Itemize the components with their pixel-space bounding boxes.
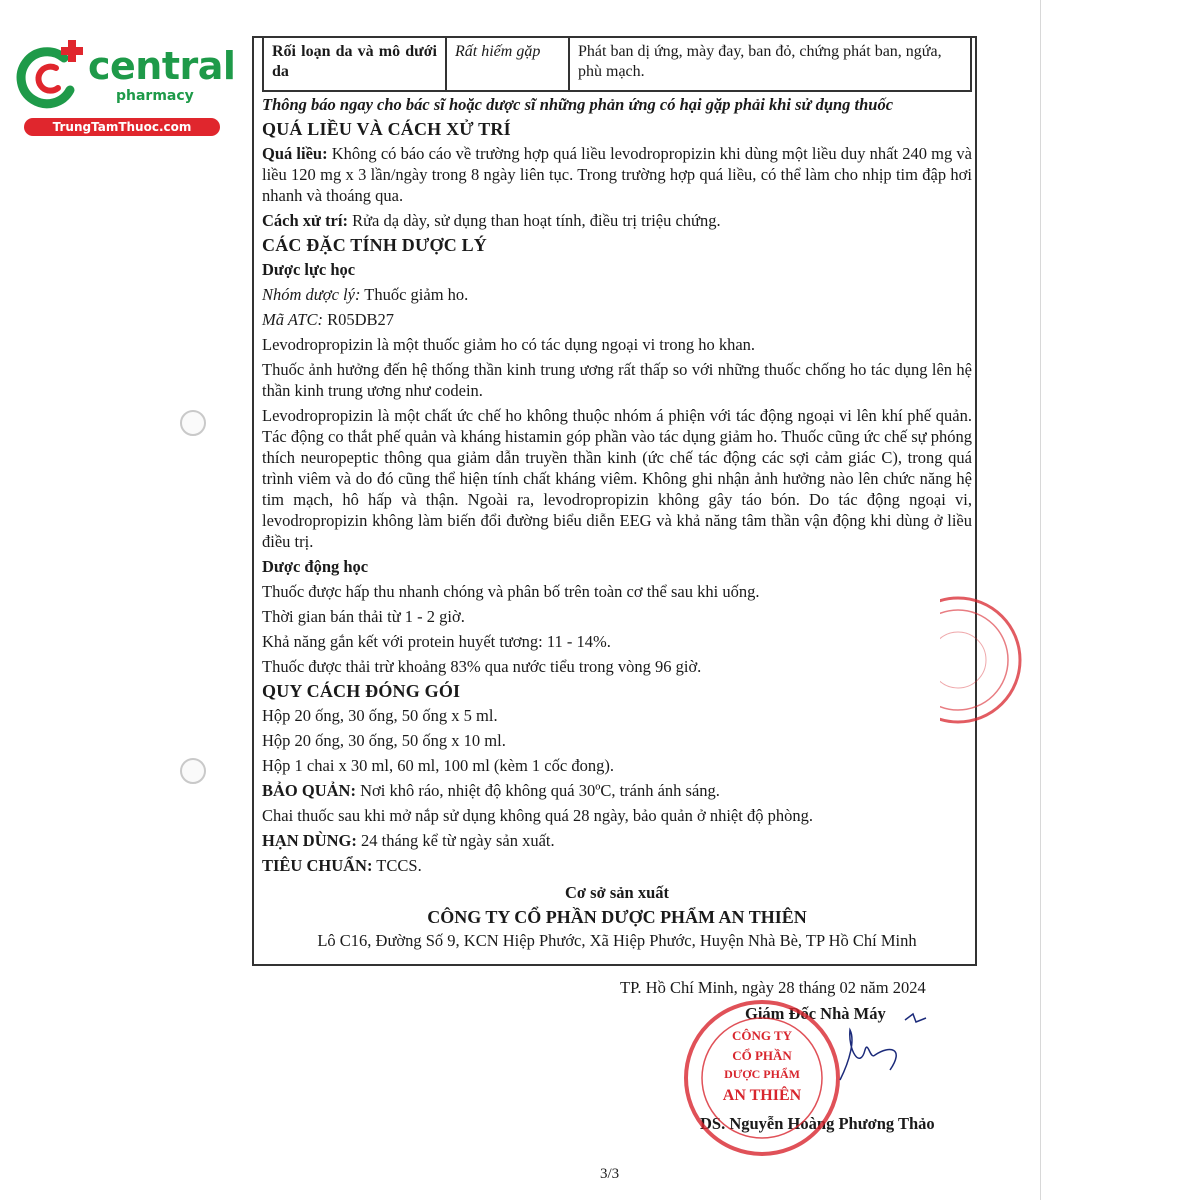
manufacturer-label: Cơ sở sản xuất bbox=[564, 883, 669, 902]
overdose-text: Không có báo cáo về trường hợp quá liều levodropropizin khi dùng một liều duy nhất 240 mg và liều 120 mg x 3 lần/ngày trong 8 ngày liên tục. Trong trường hợp quá liều, có thể làm cho nhịp tim đập hơi nhanh và thoáng qua. bbox=[262, 144, 972, 205]
logo-subtitle: pharmacy bbox=[116, 88, 194, 104]
group-value: Thuốc giảm ho. bbox=[364, 285, 469, 304]
atc-label: Mã ATC: bbox=[262, 310, 323, 329]
binder-hole bbox=[180, 410, 206, 436]
packaging-line-3: Hộp 1 chai x 30 ml, 60 ml, 100 ml (kèm 1 cốc đong). bbox=[262, 756, 614, 775]
manufacturer-address: Lô C16, Đường Số 9, KCN Hiệp Phước, Xã Hiệp Phước, Huyện Nhà Bè, TP Hồ Chí Minh bbox=[317, 931, 917, 950]
company-seal-icon bbox=[682, 998, 842, 1158]
handwritten-signature-icon bbox=[820, 1000, 940, 1100]
warning-note: Thông báo ngay cho bác sĩ hoặc dược sĩ những phản ứng có hại gặp phải khi sử dụng thuốc bbox=[262, 95, 894, 114]
central-pharmacy-logo[interactable] bbox=[12, 38, 236, 138]
expiry-text: 24 tháng kể từ ngày sản xuất. bbox=[361, 831, 555, 850]
pd-paragraph-3: Levodropropizin là một chất ức chế ho không thuộc nhóm á phiện với tác động ngoại vi lên khí phế quản. Tác động co thắt phế quản và kháng histamin góp phần vào tác dụng giảm ho. Thuốc cũng ức chế sự phóng thích neuropeptic thông qua giảm dẫn truyền thần kinh (ức chế tác động các sợi cảm giác C), trong quá trình viêm và do đó cũng thể hiện tính chất kháng viêm. Không ghi nhận ảnh hưởng nào lên chức năng hệ tim mạch, hô hấp và thận. Ngoài ra, levodropropizin không gây táo bón. Do tác động ngoại vi, levodropropizin không làm biến đổi đường biểu diễn EEG và khả năng tâm thần vận động khi dùng ở liều điều trị. bbox=[262, 406, 972, 551]
seal-line-1: CÔNG TY bbox=[731, 1028, 793, 1043]
overdose-heading: QUÁ LIỀU VÀ CÁCH XỬ TRÍ bbox=[262, 119, 511, 139]
table-cell-frequency: Rất hiếm gặp bbox=[446, 37, 569, 91]
seal-line-2: CỔ PHẦN bbox=[732, 1048, 792, 1063]
packaging-line-1: Hộp 20 ống, 30 ống, 50 ống x 5 ml. bbox=[262, 706, 498, 725]
binder-hole bbox=[180, 758, 206, 784]
pd-paragraph-1: Levodropropizin là một thuốc giảm ho có tác dụng ngoại vi trong ho khan. bbox=[262, 335, 756, 354]
packaging-line-2: Hộp 20 ống, 30 ống, 50 ống x 10 ml. bbox=[262, 731, 506, 750]
pk-line-4: Thuốc được thải trừ khoảng 83% qua nước tiểu trong vòng 96 giờ. bbox=[262, 657, 702, 676]
table-cell-effects: Phát ban dị ứng, mày đay, ban đỏ, chứng phát ban, ngứa, phù mạch. bbox=[569, 37, 971, 91]
standard-label: TIÊU CHUẨN: bbox=[262, 856, 373, 875]
seal-line-3: DƯỢC PHẨM bbox=[724, 1067, 800, 1081]
standard-paragraph bbox=[262, 855, 972, 876]
page-edge bbox=[1040, 0, 1041, 1200]
storage-after-open: Chai thuốc sau khi mở nắp sử dụng không quá 28 ngày, bảo quản ở nhiệt độ phòng. bbox=[262, 806, 813, 825]
pharmacodynamics-heading: Dược lực học bbox=[262, 260, 356, 279]
overdose-paragraph bbox=[262, 143, 972, 206]
seal-line-4: AN THIÊN bbox=[722, 1087, 802, 1104]
pd-paragraph-2: Thuốc ảnh hưởng đến hệ thống thần kinh trung ương rất thấp so với những thuốc chống ho tác dụng lên hệ thần kinh trung ương như codein. bbox=[262, 360, 972, 400]
treatment-text: Rửa dạ dày, sử dụng than hoạt tính, điều trị triệu chứng. bbox=[352, 211, 721, 230]
storage-text: Nơi khô ráo, nhiệt độ không quá 30ºC, tránh ánh sáng. bbox=[360, 781, 720, 800]
page-number: 3/3 bbox=[600, 1166, 620, 1182]
treatment-label: Cách xử trí: bbox=[262, 211, 348, 230]
table-row bbox=[263, 37, 971, 91]
pharmacology-heading: CÁC ĐẶC TÍNH DƯỢC LÝ bbox=[262, 235, 488, 255]
manufacturer-company: CÔNG TY CỔ PHẦN DƯỢC PHẨM AN THIÊN bbox=[427, 907, 807, 927]
pharmacy-cross-logo-icon bbox=[12, 38, 92, 118]
atc-value: R05DB27 bbox=[327, 310, 395, 329]
storage-paragraph bbox=[262, 780, 972, 801]
group-label: Nhóm dược lý: bbox=[262, 285, 361, 304]
pk-line-2: Thời gian bán thải từ 1 - 2 giờ. bbox=[262, 607, 465, 626]
logo-name: central bbox=[88, 44, 236, 88]
partial-stamp-icon bbox=[940, 585, 1030, 735]
signature-name: DS. Nguyễn Hoàng Phương Thảo bbox=[700, 1114, 935, 1133]
treatment-paragraph bbox=[262, 210, 972, 231]
signature-title: Giám Đốc Nhà Máy bbox=[745, 1004, 886, 1023]
packaging-heading: QUY CÁCH ĐÓNG GÓI bbox=[262, 681, 461, 701]
pharmacologic-group bbox=[262, 284, 972, 305]
storage-label: BẢO QUẢN: bbox=[262, 781, 356, 800]
pharmacokinetics-heading: Dược động học bbox=[262, 557, 369, 576]
pk-line-1: Thuốc được hấp thu nhanh chóng và phân bố trên toàn cơ thể sau khi uống. bbox=[262, 582, 760, 601]
overdose-label: Quá liều: bbox=[262, 144, 328, 163]
signature-date: TP. Hồ Chí Minh, ngày 28 tháng 02 năm 2024 bbox=[620, 978, 926, 997]
adverse-effects-table bbox=[262, 36, 972, 92]
table-cell-category: Rối loạn da và mô dưới da bbox=[263, 37, 446, 91]
atc-code bbox=[262, 309, 972, 330]
standard-text: TCCS. bbox=[376, 856, 422, 875]
expiry-paragraph bbox=[262, 830, 972, 851]
logo-url-badge[interactable]: TrungTamThuoc.com bbox=[24, 118, 220, 136]
document-body bbox=[262, 94, 972, 955]
expiry-label: HẠN DÙNG: bbox=[262, 831, 357, 850]
pk-line-3: Khả năng gắn kết với protein huyết tương: 11 - 14%. bbox=[262, 632, 611, 651]
